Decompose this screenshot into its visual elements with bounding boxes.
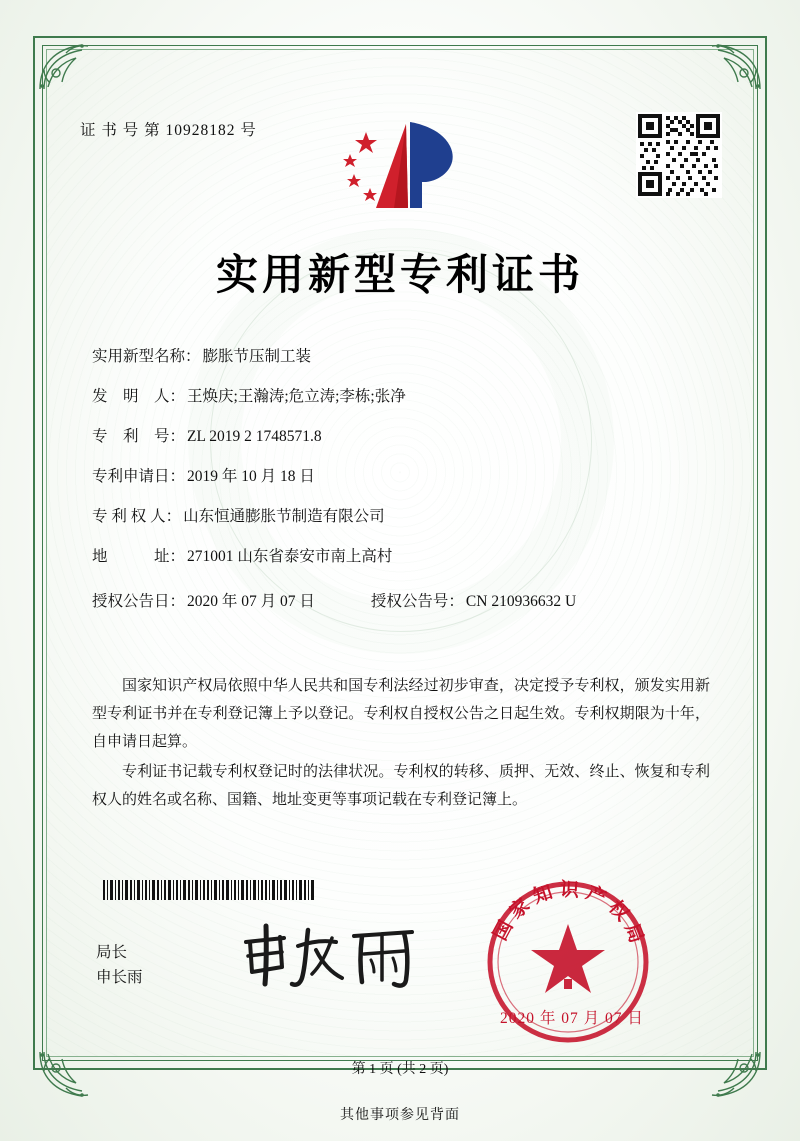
field-label: 发 明 人： [92, 388, 186, 406]
svg-text:国家知识产权局: 国家知识产权局 [489, 879, 649, 952]
field-label: 地 址： [92, 548, 186, 566]
corner-ornament-icon [36, 39, 98, 93]
qr-code-icon [636, 112, 722, 198]
field-label: 授权公告日： [92, 592, 186, 610]
field-grant-announcement [92, 589, 712, 611]
field-inventors [92, 388, 712, 407]
paragraph-grant-statement: 国家知识产权局依照中华人民共和国专利法经过初步审查，决定授予专利权，颁发实用新型专利证书并在专利登记簿上予以登记。专利权自授权公告之日起生效。专利权期限为十年，自申请日起算。 [92, 678, 710, 750]
field-label: 专 利 权 人： [92, 508, 182, 526]
handwritten-signature [236, 920, 426, 990]
barcode [103, 880, 315, 900]
grant-number-segment [371, 589, 576, 611]
field-address [92, 548, 712, 567]
field-value: 膨胀节压制工装 [202, 348, 312, 365]
page-title: 实用新型专利证书 [215, 253, 584, 299]
field-patent-number [92, 428, 712, 447]
footer-note: 其他事项参见背面 [340, 1108, 460, 1123]
legal-text-body [92, 672, 710, 816]
grant-date-segment [92, 589, 315, 611]
signature-block [96, 940, 143, 990]
paragraph-registry-statement: 专利证书记载专利权登记时的法律状况。专利权的转移、质押、无效、终止、恢复和专利权人的姓名或名称、国籍、地址变更等事项记载在专利登记簿上。 [92, 764, 710, 808]
field-value: 2019 年 10 月 18 日 [187, 468, 315, 486]
field-value: CN 210936632 U [465, 592, 577, 610]
field-utility-model-name [92, 348, 712, 367]
certificate-number: 证 书 号 第 10928182 号 [80, 122, 257, 139]
cnipa-logo-icon [336, 112, 468, 214]
field-label: 专利申请日： [92, 468, 186, 486]
field-value: ZL 2019 2 1748571.8 [187, 428, 322, 446]
field-label: 专 利 号： [92, 428, 186, 446]
page-number: 第 1 页 (共 2 页) [351, 1062, 449, 1077]
field-value: 271001 山东省泰安市南上高村 [187, 548, 393, 566]
field-label: 实用新型名称： [92, 348, 201, 365]
director-name-label: 申长雨 [96, 969, 143, 986]
seal-date: 2020 年 07 月 07 日 [500, 1010, 644, 1027]
field-patentee [92, 508, 712, 527]
field-value: 王焕庆;王瀚涛;危立涛;李栋;张净 [187, 388, 406, 406]
field-value: 2020 年 07 月 07 日 [187, 592, 315, 610]
director-title-label: 局长 [96, 944, 128, 961]
corner-ornament-icon [702, 39, 764, 93]
field-application-date [92, 468, 712, 487]
field-label: 授权公告号： [370, 592, 464, 610]
field-value: 山东恒通膨胀节制造有限公司 [183, 508, 385, 526]
field-list [92, 348, 712, 632]
